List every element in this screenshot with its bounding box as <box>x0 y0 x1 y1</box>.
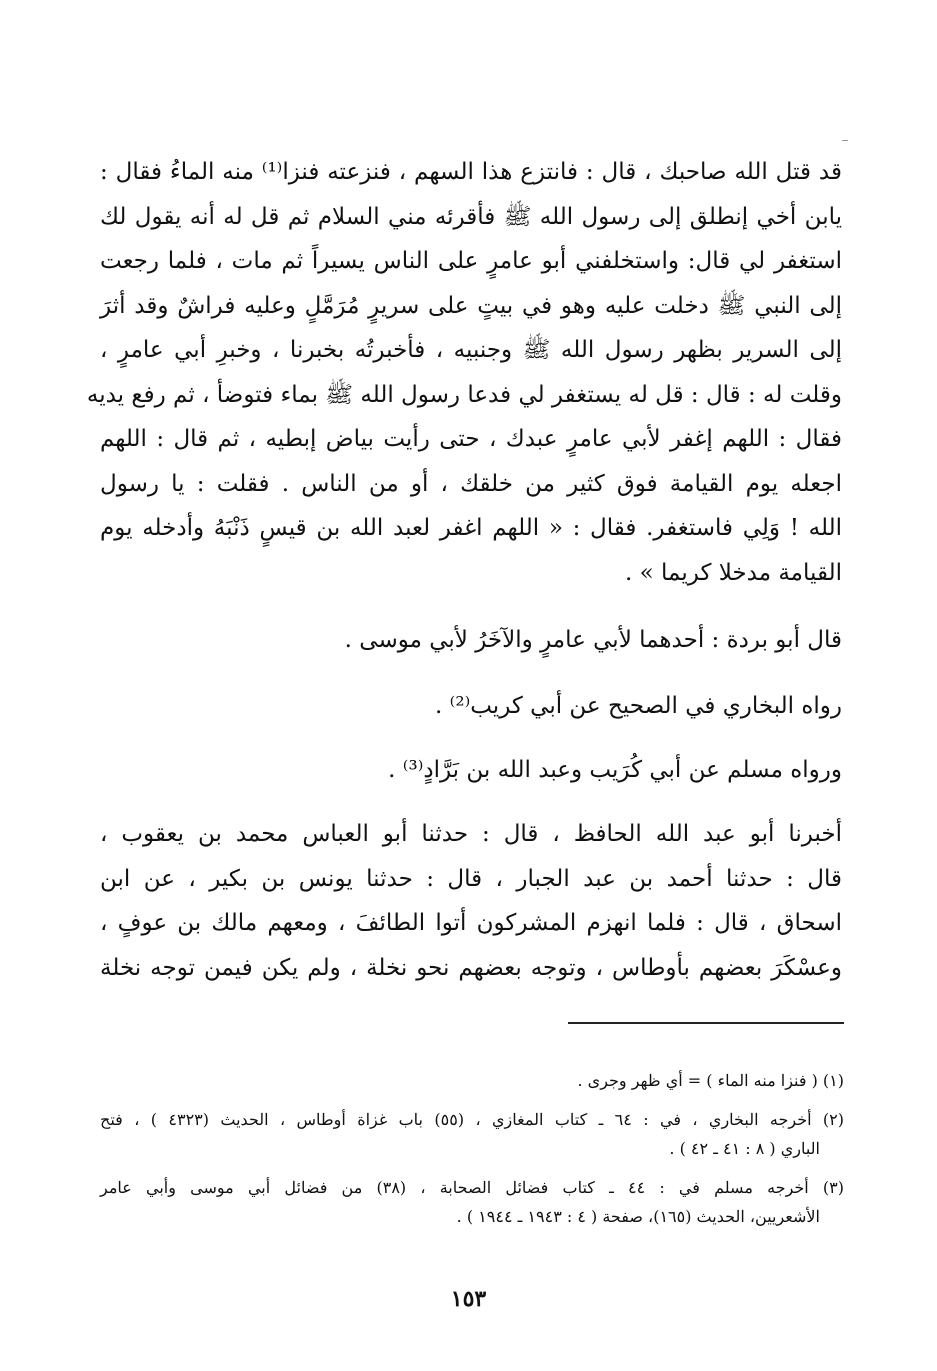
main-line-4: إلى النبي ﷺ دخلت عليه وهو في بيتٍ على سريرٍ مُرَمَّلٍ وعليه فراشٌ وقد أثرَ <box>100 292 842 319</box>
main-line-8: اجعله يوم القيامة فوق كثير من خلقك ، أو من الناس . فقلت : يا رسول <box>100 470 842 497</box>
main-line-2: يابن أخي إنطلق إلى رسول الله ﷺ فأقرئه مني السلام ثم قل له أنه يقول لك <box>100 203 842 230</box>
main-line-3: استغفر لي قال: واستخلفني أبو عامرٍ على الناس يسيراً ثم مات ، فلما رجعت <box>100 248 842 274</box>
main-line-1: قد قتل الله صاحبك ، قال : فانتزع هذا السهم ، فنزعته فنزا⁽¹⁾ منه الماءُ فقال : <box>100 159 842 185</box>
main-line-9: الله ! وَلِي فاستغفر. فقال : « اللهم اغفر لعبد الله بن قيسٍ ذَنْبَهُ وأدخله يوم <box>100 515 842 541</box>
footnote-2-line-1: (٢) أخرجه البخاري ، في : ٦٤ ـ كتاب المغازي ، (٥٥) باب غزاة أوطاس ، الحديث (٤٣٢٣ ) ، فتح <box>100 1110 845 1129</box>
second-paragraph <box>100 812 842 990</box>
footnote-3-line-2: الأشعريين، الحديث (١٦٥)، صفحة ( ٤ : ١٩٤٣ ـ ١٩٤٤ ) . <box>456 1207 820 1226</box>
footnote-2-line-2: الباري ( ٨ : ٤١ ـ ٤٢ ) . <box>669 1139 820 1158</box>
footnotes <box>100 1066 844 1231</box>
footnote-divider <box>568 1022 844 1024</box>
footnote-3-line-1: (٣) أخرجه مسلم في : ٤٤ ـ كتاب فضائل الصحابة ، (٣٨) من فضائل أبي موسى وأبي عامر <box>100 1178 845 1197</box>
narration-abu-burda: قال أبو بردة : أحدهما لأبي عامرٍ والآخَرُ لأبي موسى . <box>344 627 842 653</box>
narration-muslim: ورواه مسلم عن أبي كُرَيب وعبد الله بن بَرَّادٍ⁽³⁾ . <box>388 757 842 783</box>
page-number: ١٥٣ <box>450 1286 487 1312</box>
para2-line-3: اسحاق ، قال : فلما انهزم المشركون أتوا الطائفَ ، ومعهم مالك بن عوفٍ ، <box>100 910 842 936</box>
main-line-5: إلى السرير بظهر رسول الله ﷺ وجنبيه ، فأخبرتُه بخبرنا ، وخبرِ أبي عامرٍ ، <box>100 337 842 363</box>
main-line-6: وقلت له : قال : قل له يستغفر لي فدعا رسول الله ﷺ بماء فتوضأ ، ثم رفع يديه <box>86 381 842 408</box>
main-line-7: فقال : اللهم إغفر لأبي عامرٍ عبدك ، حتى رأيت بياض إبطيه ، ثم قال : اللهم <box>100 426 842 452</box>
para2-line-1: أخبرنا أبو عبد الله الحافظ ، قال : حدثنا أبو العباس محمد بن يعقوب ، <box>100 821 842 847</box>
narration-bukhari: رواه البخاري في الصحيح عن أبي كريب⁽²⁾ . <box>435 693 842 719</box>
main-paragraph <box>86 150 842 595</box>
main-line-10: القيامة مدخلا كريما » . <box>625 559 842 586</box>
para2-line-2: قال : حدثنا أحمد بن عبد الجبار ، قال : حدثنا يونس بن بكير ، عن ابن <box>100 865 842 892</box>
scan-mark <box>842 140 848 141</box>
footnote-1: (١) ( فنزا منه الماء ) = أي ظهر وجرى . <box>577 1071 844 1090</box>
para2-line-4: وعسْكَرَ بعضهم بأوطاس ، وتوجه بعضهم نحو نخلة ، ولم يكن فيمن توجه نخلة <box>100 954 842 981</box>
